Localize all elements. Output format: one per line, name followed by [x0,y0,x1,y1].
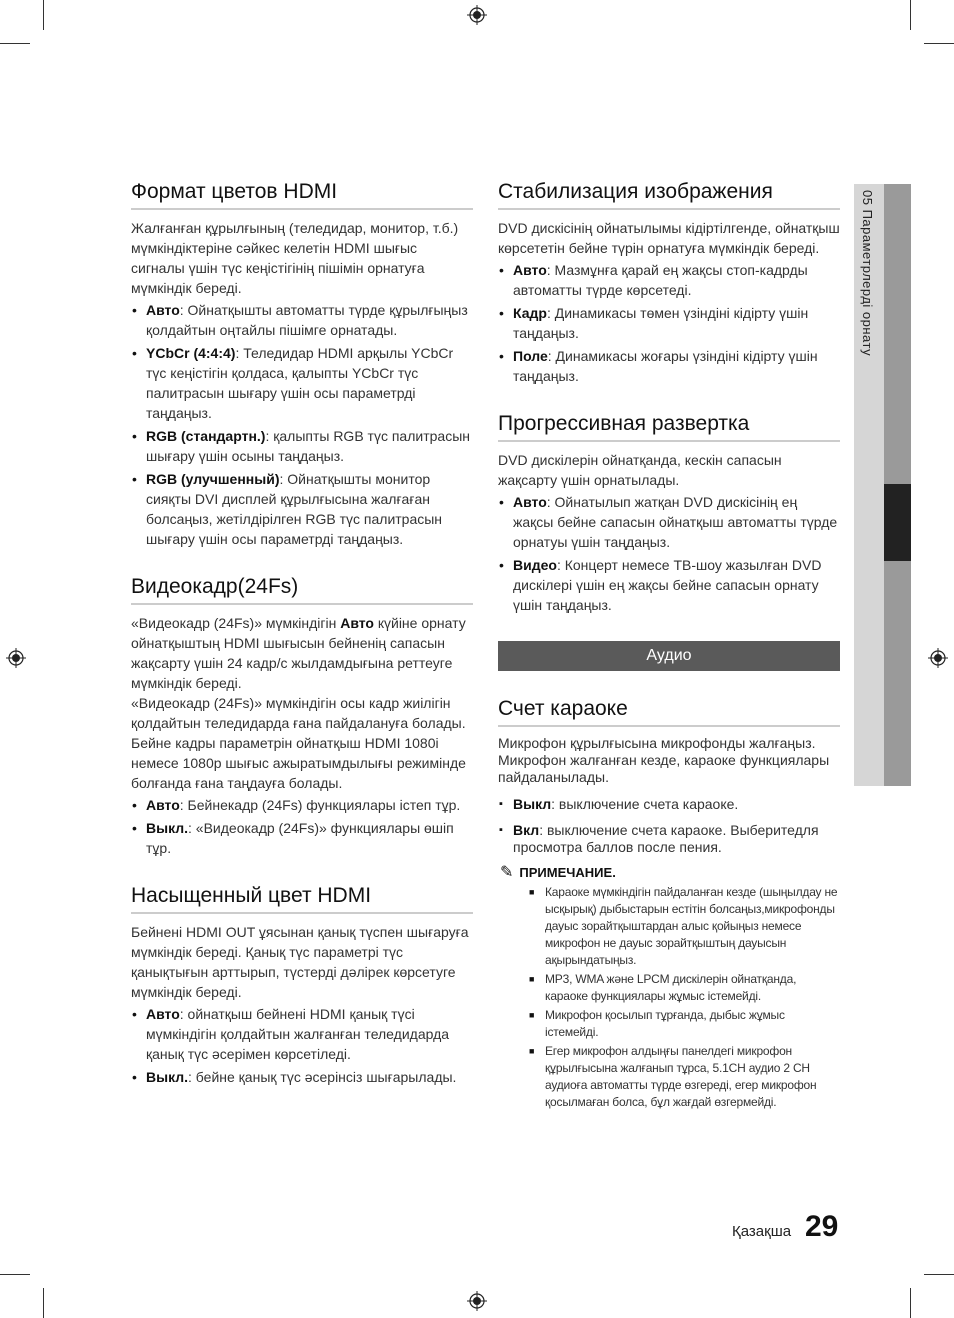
right-column [498,180,840,1137]
pencil-icon: ✎ [500,864,514,881]
option-text: : Ойнатқышты автоматты түрде құрылғыңыз қолдайтын оңтайлы пішімге орнатады. [146,302,468,338]
note-heading [498,862,840,882]
note-item: ■ Егер микрофон алдыңғы панелдегі микрофон құрылғысына жалғанып тұрса, 5.1CH аудио 2 CH аудиоға автоматты түрде өзгереді, егер микрофон қосылмаған болса, бұл жағдай өзгермейді. [498,1043,840,1111]
section-paragraph [131,613,473,693]
option-term: Авто [513,262,547,278]
section-title: Формат цветов HDMI [131,180,473,210]
section-stabilization [498,180,840,386]
option-text: : Динамикасы төмен үзіндіні кідірту үшін таңдаңыз. [513,305,809,341]
option-term: Выкл [513,796,552,812]
chapter-tab-label: 05 Параметрлерді орнату [860,190,875,357]
option-term: Вкл [513,822,540,838]
chapter-tab-strip [884,184,911,484]
option-list [498,260,840,386]
option-text: : Ойнатылып жатқан DVD дискісінің ең жақсы бейне сапасын ойнатқыш автоматты түрде орнатуы үшін таңдаңыз. [513,494,838,550]
registration-mark-icon [467,5,487,25]
option-term: Авто [146,302,180,318]
section-title: Прогрессивная развертка [498,412,840,442]
option-term: Авто [146,1006,180,1022]
note-list [498,884,840,1111]
list-item [131,818,473,858]
option-term: Выкл. [146,1069,189,1085]
option-text: : Мазмұнға қарай ең жақсы стоп-кадрды автоматты түрде көрсетеді. [513,262,808,298]
option-text: : Ойнатқышты монитор сияқты DVI дисплей құрылғысына жалғаған болсаңыз, жетілдірілген RGB түс палитрасын шығару үшін осы параметрді таңдаңыз. [146,471,443,547]
crop-mark [0,1274,30,1275]
crop-mark [43,0,44,30]
list-item [131,1067,473,1087]
registration-mark-icon [467,1291,487,1311]
option-text: : Концерт немесе ТВ-шоу жазылған DVD дискілері үшін ең жақсы бейне сапасын орнату үшін таңдаңыз. [513,557,822,613]
text-run-bold: Авто [340,615,374,631]
option-term: Авто [146,797,180,813]
option-list [498,492,840,615]
registration-mark-icon [6,648,26,668]
section-intro: DVD дискілерін ойнатқанда, кескін сапасын жақсарту үшін орнатылады. [498,452,782,488]
crop-mark [924,1274,954,1275]
section-title: Видеокадр(24Fs) [131,575,473,605]
left-column [131,180,473,1113]
option-term: Кадр [513,305,547,321]
note-item: ■ MP3, WMA және LPCM дискілерін ойнатқанда, караоке функциялары жұмыс істемейді. [498,971,840,1005]
option-text: : Динамикасы жоғары үзіндіні кідірту үшін таңдаңыз. [513,348,818,384]
footer-language: Қазақша [732,1223,792,1240]
crop-mark [910,0,911,30]
option-list [131,300,473,549]
option-term: RGB (улучшенный) [146,471,280,487]
option-term: Авто [513,494,547,510]
section-paragraph: «Видеокадр (24Fs)» мүмкіндігін осы кадр жиілігін қолдайтын теледидарда ғана пайдалануға болады. Бейне кадры параметрін ойнатқыш HDMI 1080i немесе 1080p шығыс ажыратымдылығы режимінде болғанда ғана таңдауға болады. [131,695,466,791]
crop-mark [910,1288,911,1318]
audio-section-bar: Аудио [498,641,840,671]
list-item [131,795,473,815]
list-item [498,260,840,300]
section-deep-color [131,884,473,1087]
crop-mark [43,1288,44,1318]
section-karaoke-score [498,697,840,1111]
option-text: : «Видеокадр (24Fs)» функциялары өшіп тұр. [146,820,454,856]
option-term: Видео [513,557,557,573]
section-title: Стабилизация изображения [498,180,840,210]
text-run: күйіне орнату ойнатқыштың HDMI шығысын бейненің сапасын жақсарту үшін 24 кадр/с жылдамдығына реттеуге мүмкіндік береді. [131,615,466,691]
option-text: : выключение счета караоке. [551,796,739,812]
section-intro: DVD дискісінің ойнатылымы кідіртілгенде, ойнатқыш көрсететін бейне түрін орнатуға мүмкіндік береді. [498,220,840,256]
list-item [131,469,473,549]
note-title: ПРИМЕЧАНИЕ. [519,865,616,880]
section-intro: Бейнені HDMI OUT ұясынан қанық түспен шығаруға мүмкіндік береді. Қанық түс параметрі түс қанықтығын арттырып, түстерді дәлірек көрсетуге мүмкіндік береді. [131,924,469,1000]
text-run: «Видеокадр (24Fs)» мүмкіндігін [131,615,341,631]
list-item [131,426,473,466]
section-title: Счет караоке [498,697,840,727]
option-list [131,795,473,858]
list-item [498,303,840,343]
chapter-tab-strip [884,561,911,786]
option-term: YCbCr (4:4:4) [146,345,236,361]
list-item [498,492,840,552]
option-text: : выключение счета караоке. Выберитедля просмотра баллов после пения. [513,822,819,855]
option-list [498,794,840,856]
list-item [131,343,473,423]
section-intro: Микрофон құрылғысына микрофонды жалғаңыз. Микрофон жалғанған кезде, караоке функциялары пайдаланылады. [498,735,830,785]
option-term: Поле [513,348,548,364]
section-intro: Жалғанған құрылғының (теледидар, монитор, т.б.) мүмкіндіктеріне сәйкес келетін HDMI шығыс сигналы үшін түс кеңістігінің пішімін орнатуға мүмкіндік береді. [131,220,459,296]
list-item [498,822,840,856]
note-item: ■ Караоке мүмкіндігін пайдаланған кезде (шыңылдау не ысқырық) дыбыстарын естітін болсаңыз,микрофонды дауыс зорайтқыштардан алыс қойыңыз немесе микрофон не дауыс зорайтқыштың дауысын ақырындатыңыз. [498,884,840,969]
section-title: Насыщенный цвет HDMI [131,884,473,914]
registration-mark-icon [928,648,948,668]
list-item [498,346,840,386]
option-term: RGB (стандартн.) [146,428,266,444]
section-hdmi-color-format [131,180,473,549]
list-item [131,1004,473,1064]
note-item: ■ Микрофон қосылып тұрғанда, дыбыс жұмыс істемейді. [498,1007,840,1041]
list-item [498,555,840,615]
option-text: : Бейнекадр (24Fs) функциялары істеп тұр. [179,797,461,813]
list-item [131,300,473,340]
section-video-frame [131,575,473,858]
option-term: Выкл. [146,820,189,836]
option-text: : Теледидар HDMI арқылы YCbCr түс кеңістігін қолдаса, қалыпты YCbCr түс палитрасын шығару үшін осы параметрді таңдаңыз. [146,345,454,421]
option-text: : бейне қанық түс әсерінсіз шығарылады. [188,1069,457,1085]
option-list [131,1004,473,1087]
option-text: : қалыпты RGB түс палитрасын шығару үшін осыны таңдаңыз. [146,428,470,464]
crop-mark [924,43,954,44]
crop-mark [0,43,30,44]
page-number: 29 [805,1210,839,1243]
option-text: : ойнатқыш бейнені HDMI қанық түсі мүмкіндігін қолдайтын жалғанған теледидарда қанық түс әсерімен көрсетіледі. [146,1006,450,1062]
chapter-tab-marker [884,484,911,561]
section-progressive-scan [498,412,840,615]
list-item [498,794,840,814]
